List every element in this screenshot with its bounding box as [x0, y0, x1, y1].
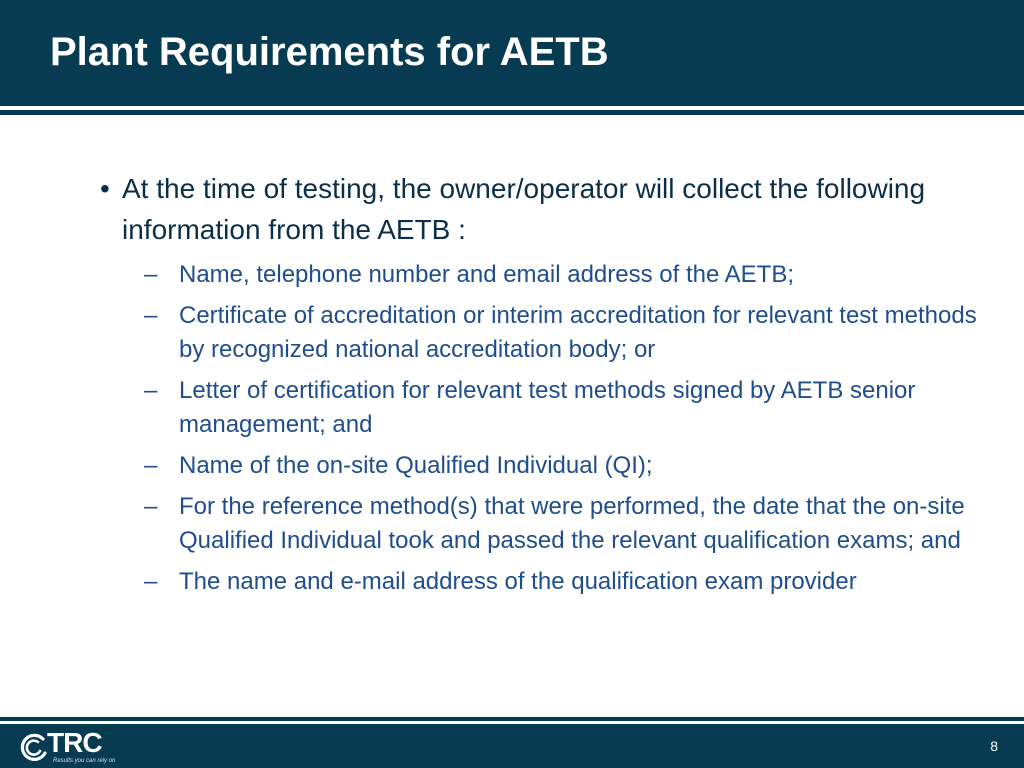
sub-item-text: Name, telephone number and email address of the AETB; — [179, 261, 795, 288]
trc-swirl-icon — [17, 731, 51, 765]
sub-marker: – — [144, 261, 158, 288]
logo-tagline: Results you can rely on — [53, 758, 116, 764]
sub-marker: – — [144, 568, 158, 595]
sub-marker: – — [144, 302, 158, 329]
footer-bar — [0, 724, 1024, 768]
sub-marker: – — [144, 377, 158, 404]
sub-marker: – — [144, 452, 158, 479]
sub-item — [144, 299, 980, 367]
sub-item-text: For the reference method(s) that were performed, the date that the on-site Qualified Individual took and passed the relevant qualification exams; and — [179, 493, 965, 554]
sub-item — [144, 258, 980, 292]
sub-item — [144, 490, 980, 558]
sub-marker: – — [144, 493, 158, 520]
title-bar — [0, 0, 1024, 106]
main-bullet-text: At the time of testing, the owner/operator will collect the following information from the AETB : — [122, 173, 926, 245]
main-bullet — [100, 168, 980, 250]
trc-logo — [17, 727, 137, 767]
footer-divider — [0, 717, 1024, 721]
page-number: 8 — [990, 738, 998, 754]
sub-item — [144, 449, 980, 483]
sub-item — [144, 374, 980, 442]
slide-title: Plant Requirements for AETB — [50, 30, 609, 74]
title-divider — [0, 110, 1024, 115]
sub-item — [144, 565, 980, 599]
slide-content — [100, 168, 980, 606]
logo-wordmark: TRC — [47, 727, 102, 758]
sub-item-text: Certificate of accreditation or interim accreditation for relevant test methods by recognized national accreditation body; or — [179, 302, 977, 363]
sub-item-text: Name of the on-site Qualified Individual (QI); — [179, 452, 653, 479]
sub-list — [100, 258, 980, 599]
sub-item-text: The name and e-mail address of the qualification exam provider — [179, 568, 857, 595]
bullet-marker: • — [100, 173, 110, 204]
sub-item-text: Letter of certification for relevant test methods signed by AETB senior management; and — [179, 377, 916, 438]
